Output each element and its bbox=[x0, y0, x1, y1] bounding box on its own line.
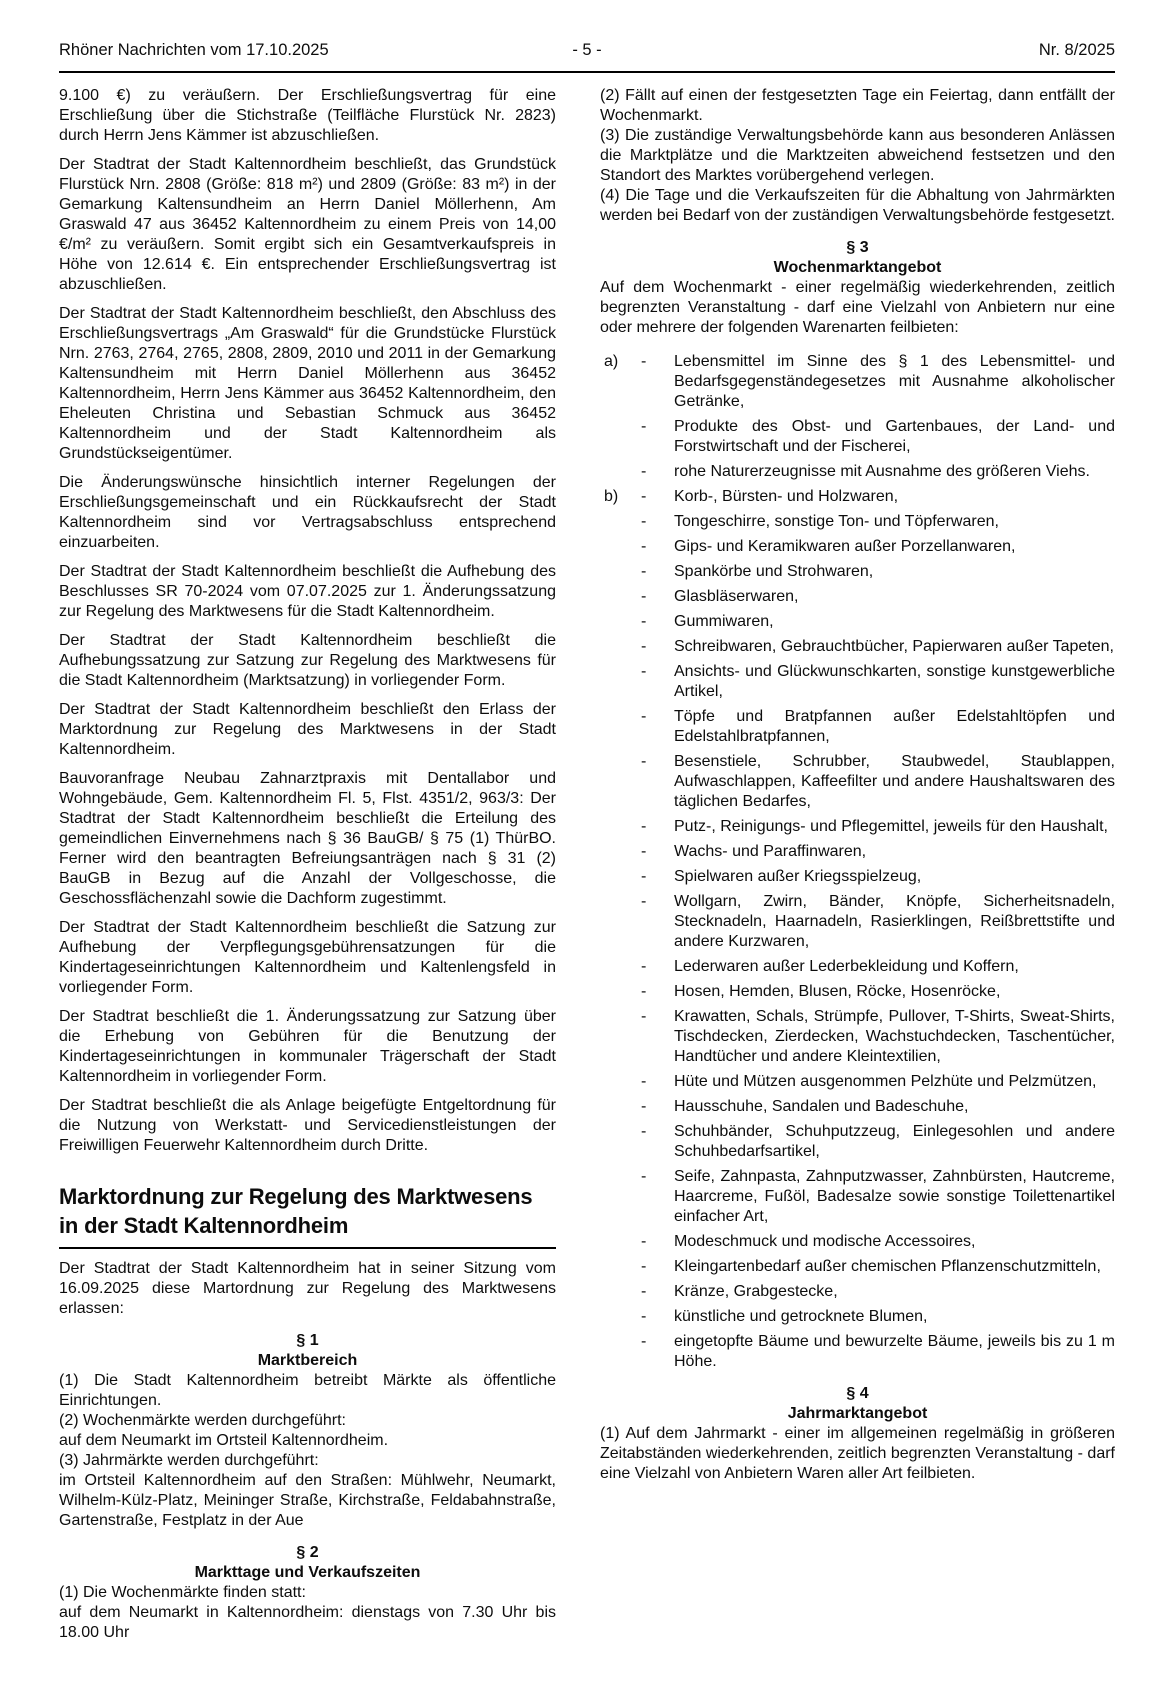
section-1-line: (3) Jahrmärkte werden durchgeführt: bbox=[59, 1452, 319, 1469]
resolution-paragraph: 9.100 €) zu veräußern. Der Erschließungsvertrag für eine Erschließung über die Stichstraße (Teilfläche Flurstück Nr. 2823) durch Herrn Jens Kämmer ist abzuschließen. bbox=[59, 87, 556, 144]
dash-bullet: - bbox=[641, 638, 647, 655]
ware-list-item bbox=[641, 842, 1115, 862]
dash-bullet: - bbox=[641, 538, 647, 555]
dash-bullet: - bbox=[641, 1168, 647, 1185]
dash-bullet: - bbox=[641, 513, 647, 530]
ware-item-text: Schreibwaren, Gebrauchtbücher, Papierwaren außer Tapeten, bbox=[674, 638, 1114, 655]
ware-list-a bbox=[600, 352, 1115, 482]
dash-bullet: - bbox=[641, 1333, 647, 1350]
ware-item-text: Ansichts- und Glückwunschkarten, sonstige kunstgewerbliche Artikel, bbox=[674, 663, 1115, 700]
article-title-rule bbox=[59, 1247, 556, 1249]
ware-item-text: Wachs- und Paraffinwaren, bbox=[674, 843, 867, 860]
list-b-label: b) bbox=[604, 488, 619, 505]
newspaper-name-and-date: Rhöner Nachrichten vom 17.10.2025 bbox=[59, 41, 329, 59]
resolution-paragraph: Der Stadtrat beschließt die 1. Änderungssatzung zur Satzung über die Erhebung von Gebühren für die Benutzung der Kindertageseinrichtungen in kommunaler Trägerschaft der Stadt Kaltennordheim in vorliegender Form. bbox=[59, 1008, 556, 1085]
article-title-line-1: Marktordnung zur Regelung des Marktwesens bbox=[59, 1184, 533, 1209]
section-4-title: Jahrmarktangebot bbox=[787, 1405, 928, 1422]
ware-item-text: Hausschuhe, Sandalen und Badeschuhe, bbox=[674, 1098, 969, 1115]
section-2-continued bbox=[600, 86, 1115, 226]
ware-list-item bbox=[641, 817, 1115, 837]
ware-list-item bbox=[641, 1307, 1115, 1327]
dash-bullet: - bbox=[641, 663, 647, 680]
section-1-line: im Ortsteil Kaltennordheim auf den Straßen: Mühlwehr, Neumarkt, Wilhelm-Külz-Platz, Meininger Straße, Kirchstraße, Feldabahnstraße, Gartenstraße, Festplatz in der Aue bbox=[59, 1472, 556, 1529]
resolution-paragraph: Der Stadtrat der Stadt Kaltennordheim beschließt den Erlass der Marktordnung zur Regelung des Marktwesens in der Stadt Kaltennordheim. bbox=[59, 701, 556, 758]
ware-list-item bbox=[641, 1097, 1115, 1117]
section-2-continued-paragraph: (4) Die Tage und die Verkaufszeiten für die Abhaltung von Jahrmärkten werden bei Bedarf von der zuständigen Verwaltungsbehörde festgesetzt. bbox=[600, 187, 1115, 224]
content-columns bbox=[59, 86, 1115, 1643]
ware-list-item bbox=[641, 537, 1115, 557]
section-1-line: (1) Die Stadt Kaltennordheim betreibt Märkte als öffentliche Einrichtungen. bbox=[59, 1372, 556, 1409]
ware-item-text: Lebensmittel im Sinne des § 1 des Lebensmittel- und Bedarfsgegenständegesetzes mit Ausnahme alkoholischer Getränke, bbox=[674, 353, 1115, 410]
dash-bullet: - bbox=[641, 1258, 647, 1275]
ware-item-text: rohe Naturerzeugnisse mit Ausnahme des größeren Viehs. bbox=[674, 463, 1090, 480]
ware-list-item bbox=[641, 892, 1115, 952]
ware-list-item bbox=[641, 587, 1115, 607]
article-intro: Der Stadtrat der Stadt Kaltennordheim hat in seiner Sitzung vom 16.09.2025 diese Martordnung zur Regelung des Marktwesens erlassen: bbox=[59, 1260, 556, 1317]
dash-bullet: - bbox=[641, 588, 647, 605]
ware-item-text: Wollgarn, Zwirn, Bänder, Knöpfe, Sicherheitsnadeln, Stecknadeln, Haarnadeln, Rasierklingen, Reißbrettstifte und andere Kurzwaren, bbox=[674, 893, 1115, 950]
ware-list-item bbox=[641, 562, 1115, 582]
section-2-heading bbox=[59, 1543, 556, 1583]
dash-bullet: - bbox=[641, 1308, 647, 1325]
ware-list-item bbox=[641, 612, 1115, 632]
section-2-line: (1) Die Wochenmärkte finden statt: bbox=[59, 1584, 306, 1601]
ware-item-text: Lederwaren außer Lederbekleidung und Koffern, bbox=[674, 958, 1019, 975]
section-1-line: auf dem Neumarkt im Ortsteil Kaltennordheim. bbox=[59, 1432, 389, 1449]
ware-item-text: Modeschmuck und modische Accessoires, bbox=[674, 1233, 976, 1250]
left-column bbox=[59, 86, 556, 1643]
ware-list-item bbox=[641, 417, 1115, 457]
section-3-heading bbox=[600, 238, 1115, 278]
section-1-line: (2) Wochenmärkte werden durchgeführt: bbox=[59, 1412, 346, 1429]
dash-bullet: - bbox=[641, 1073, 647, 1090]
ware-list-item bbox=[641, 982, 1115, 1002]
section-1-heading bbox=[59, 1331, 556, 1371]
section-2-number: § 2 bbox=[296, 1544, 319, 1561]
ware-list-item bbox=[641, 1232, 1115, 1252]
ware-item-text: Hüte und Mützen ausgenommen Pelzhüte und Pelzmützen, bbox=[674, 1073, 1097, 1090]
ware-list-item bbox=[641, 1007, 1115, 1067]
dash-bullet: - bbox=[641, 563, 647, 580]
issue-number: Nr. 8/2025 bbox=[1038, 41, 1115, 59]
ware-list-item bbox=[641, 707, 1115, 747]
page-number: - 5 - bbox=[572, 41, 602, 59]
ware-item-text: Schuhbänder, Schuhputzzeug, Einlegesohlen und andere Schuhbedarfsartikel, bbox=[674, 1123, 1115, 1160]
resolution-paragraph: Der Stadtrat der Stadt Kaltennordheim beschließt die Aufhebungssatzung zur Satzung zur Regelung des Marktwesens für die Stadt Kaltennordheim (Marktsatzung) in vorliegender Form. bbox=[59, 632, 556, 689]
dash-bullet: - bbox=[641, 893, 647, 910]
ware-item-text: Produkte des Obst- und Gartenbaues, der Land- und Forstwirtschaft und der Fischerei, bbox=[674, 418, 1115, 455]
ware-item-text: Gummiwaren, bbox=[674, 613, 774, 630]
dash-bullet: - bbox=[641, 983, 647, 1000]
section-4-number: § 4 bbox=[846, 1385, 869, 1402]
section-1-title: Marktbereich bbox=[257, 1352, 358, 1369]
resolution-paragraph: Der Stadtrat der Stadt Kaltennordheim beschließt, das Grundstück Flurstück Nrn. 2808 (Größe: 818 m²) und 2809 (Größe: 83 m²) in der Gemarkung Kaltensundheim an Herrn Daniel Möllerhenn, Am Graswald 47 aus 36452 Kaltennordheim zu einem Preis von 14,00 €/m² zu veräußern. Somit ergibt sich ein Gesamtverkaufspreis in Höhe von 12.614 €. Ein entsprechender Erschließungsvertrag ist abzuschließen. bbox=[59, 156, 556, 293]
dash-bullet: - bbox=[641, 1098, 647, 1115]
ware-item-text: künstliche und getrocknete Blumen, bbox=[674, 1308, 928, 1325]
header-rule bbox=[59, 71, 1115, 73]
ware-list-item bbox=[641, 1072, 1115, 1092]
ware-item-text: Besenstiele, Schrubber, Staubwedel, Staublappen, Aufwaschlappen, Kaffeefilter und andere Haushaltswaren des täglichen Bedarfes, bbox=[674, 753, 1115, 810]
ware-list-item bbox=[641, 1167, 1115, 1227]
page-header bbox=[59, 40, 1115, 60]
ware-item-text: Töpfe und Bratpfannen außer Edelstahltöpfen und Edelstahlbratpfannen, bbox=[674, 708, 1115, 745]
section-2-title: Markttage und Verkaufszeiten bbox=[194, 1564, 421, 1581]
ware-list-item bbox=[641, 752, 1115, 812]
ware-list-item bbox=[641, 867, 1115, 887]
section-2-body bbox=[59, 1583, 556, 1643]
article-title bbox=[59, 1182, 556, 1240]
ware-list-item bbox=[641, 352, 1115, 412]
resolution-paragraph: Der Stadtrat beschließt die als Anlage beigefügte Entgeltordnung für die Nutzung von Werkstatt- und Servicedienstleistungen der Freiwilligen Feuerwehr Kaltennordheim durch Dritte. bbox=[59, 1097, 556, 1154]
ware-list-item bbox=[641, 487, 1115, 507]
ware-list-item bbox=[641, 957, 1115, 977]
section-3-title: Wochenmarktangebot bbox=[773, 259, 942, 276]
resolution-paragraph: Der Stadtrat der Stadt Kaltennordheim beschließt die Aufhebung des Beschlusses SR 70-2024 vom 07.07.2025 zur 1. Änderungssatzung zur Regelung des Marktwesens für die Stadt Kaltennordheim. bbox=[59, 563, 556, 620]
dash-bullet: - bbox=[641, 708, 647, 725]
ware-list-item bbox=[641, 1122, 1115, 1162]
section-2-continued-paragraph: (3) Die zuständige Verwaltungsbehörde kann aus besonderen Anlässen die Marktplätze und die Marktzeiten abweichend festsetzen und den Standort des Marktes vorübergehend verlegen. bbox=[600, 127, 1115, 184]
ware-item-text: Putz-, Reinigungs- und Pflegemittel, jeweils für den Haushalt, bbox=[674, 818, 1108, 835]
ware-item-text: eingetopfte Bäume und bewurzelte Bäume, jeweils bis zu 1 m Höhe. bbox=[674, 1333, 1115, 1370]
dash-bullet: - bbox=[641, 418, 647, 435]
resolution-paragraph: Der Stadtrat der Stadt Kaltennordheim beschließt, den Abschluss des Erschließungsvertrags „Am Graswald“ für die Grundstücke Flurstück Nrn. 2763, 2764, 2765, 2808, 2809, 2010 und 2011 in der Gemarkung Kaltensundheim mit Herrn Daniel Möllerhenn aus 36452 Kaltennordheim, Herrn Jens Kämmer aus 36452 Kaltennordheim, den Eheleuten Christina und Sebastian Schmuck aus 36452 Kaltennordheim und der Stadt Kaltennordheim als Grundstückseigentümer. bbox=[59, 305, 556, 462]
dash-bullet: - bbox=[641, 1008, 647, 1025]
dash-bullet: - bbox=[641, 1123, 647, 1140]
section-3-number: § 3 bbox=[846, 239, 869, 256]
resolution-paragraph: Die Änderungswünsche hinsichtlich interner Regelungen der Erschließungsgemeinschaft und ein Rückkaufsrecht der Stadt Kaltennordheim sind vor Vertragsabschluss entsprechend einzuarbeiten. bbox=[59, 474, 556, 551]
dash-bullet: - bbox=[641, 868, 647, 885]
right-column bbox=[600, 86, 1115, 1643]
dash-bullet: - bbox=[641, 843, 647, 860]
ware-item-text: Tongeschirre, sonstige Ton- und Töpferwaren, bbox=[674, 513, 999, 530]
council-resolutions bbox=[59, 86, 556, 1156]
ware-list-item bbox=[641, 462, 1115, 482]
ware-item-text: Spielwaren außer Kriegsspielzeug, bbox=[674, 868, 922, 885]
section-4-heading bbox=[600, 1384, 1115, 1424]
article-title-line-2: in der Stadt Kaltennordheim bbox=[59, 1213, 349, 1238]
ware-list-item bbox=[641, 662, 1115, 702]
dash-bullet: - bbox=[641, 753, 647, 770]
ware-item-text: Kränze, Grabgestecke, bbox=[674, 1283, 838, 1300]
dash-bullet: - bbox=[641, 1283, 647, 1300]
ware-list-item bbox=[641, 1332, 1115, 1372]
dash-bullet: - bbox=[641, 353, 647, 370]
dash-bullet: - bbox=[641, 463, 647, 480]
dash-bullet: - bbox=[641, 958, 647, 975]
section-3-intro: Auf dem Wochenmarkt - einer regelmäßig wiederkehrenden, zeitlich begrenzten Veranstaltung - darf eine Vielzahl von Anbietern nur eine oder mehrere der folgenden Warenarten feilbieten: bbox=[600, 279, 1115, 336]
resolution-paragraph: Der Stadtrat der Stadt Kaltennordheim beschließt die Satzung zur Aufhebung der Verpflegungsgebührensatzungen für die Kindertageseinrichtungen Kaltennordheim und Kaltenlengsfeld in vorliegender Form. bbox=[59, 919, 556, 996]
ware-list-item bbox=[641, 637, 1115, 657]
dash-bullet: - bbox=[641, 613, 647, 630]
section-1-body bbox=[59, 1371, 556, 1531]
dash-bullet: - bbox=[641, 1233, 647, 1250]
ware-list-item bbox=[641, 1257, 1115, 1277]
section-2-continued-paragraph: (2) Fällt auf einen der festgesetzten Tage ein Feiertag, dann entfällt der Wochenmarkt. bbox=[600, 87, 1115, 124]
ware-list-item bbox=[641, 512, 1115, 532]
list-a-label: a) bbox=[604, 353, 619, 370]
ware-item-text: Seife, Zahnpasta, Zahnputzwasser, Zahnbürsten, Hautcreme, Haarcreme, Fußöl, Badesalze sowie sonstige Toilettenartikel einfacher Art, bbox=[674, 1168, 1115, 1225]
ware-item-text: Glasbläserwaren, bbox=[674, 588, 799, 605]
ware-item-text: Korb-, Bürsten- und Holzwaren, bbox=[674, 488, 899, 505]
ware-item-text: Kleingartenbedarf außer chemischen Pflanzenschutzmitteln, bbox=[674, 1258, 1101, 1275]
ware-item-text: Spankörbe und Strohwaren, bbox=[674, 563, 874, 580]
ware-list-item bbox=[641, 1282, 1115, 1302]
section-2-line: auf dem Neumarkt in Kaltennordheim: dienstags von 7.30 Uhr bis 18.00 Uhr bbox=[59, 1604, 556, 1641]
dash-bullet: - bbox=[641, 488, 647, 505]
resolution-paragraph: Bauvoranfrage Neubau Zahnarztpraxis mit Dentallabor und Wohngebäude, Gem. Kaltennordheim Fl. 5, Flst. 4351/2, 963/3: Der Stadtrat der Stadt Kaltennordheim beschließt die Erteilung des gemeindlichen Einvernehmens nach § 36 BauGB/ § 75 (1) ThürBO. Ferner wird den beantragten Befreiungsanträgen nach § 31 (2) BauGB in Bezug auf die Anzahl der Vollgeschosse, die Geschossflächenzahl sowie die Dachform zugestimmt. bbox=[59, 770, 556, 907]
dash-bullet: - bbox=[641, 818, 647, 835]
ware-item-text: Gips- und Keramikwaren außer Porzellanwaren, bbox=[674, 538, 1016, 555]
section-4-body: (1) Auf dem Jahrmarkt - einer im allgemeinen regelmäßig in größeren Zeitabständen wiederkehrenden, zeitlich begrenzten Veranstaltung - darf eine Vielzahl von Anbietern Waren aller Art feilbieten. bbox=[600, 1425, 1115, 1482]
ware-list-b bbox=[600, 487, 1115, 1372]
ware-item-text: Hosen, Hemden, Blusen, Röcke, Hosenröcke, bbox=[674, 983, 1001, 1000]
section-1-number: § 1 bbox=[296, 1332, 319, 1349]
ware-item-text: Krawatten, Schals, Strümpfe, Pullover, T-Shirts, Sweat-Shirts, Tischdecken, Zierdecken, Wachstuchdecken, Taschentücher, Handtücher und andere Kleintextilien, bbox=[674, 1008, 1115, 1065]
